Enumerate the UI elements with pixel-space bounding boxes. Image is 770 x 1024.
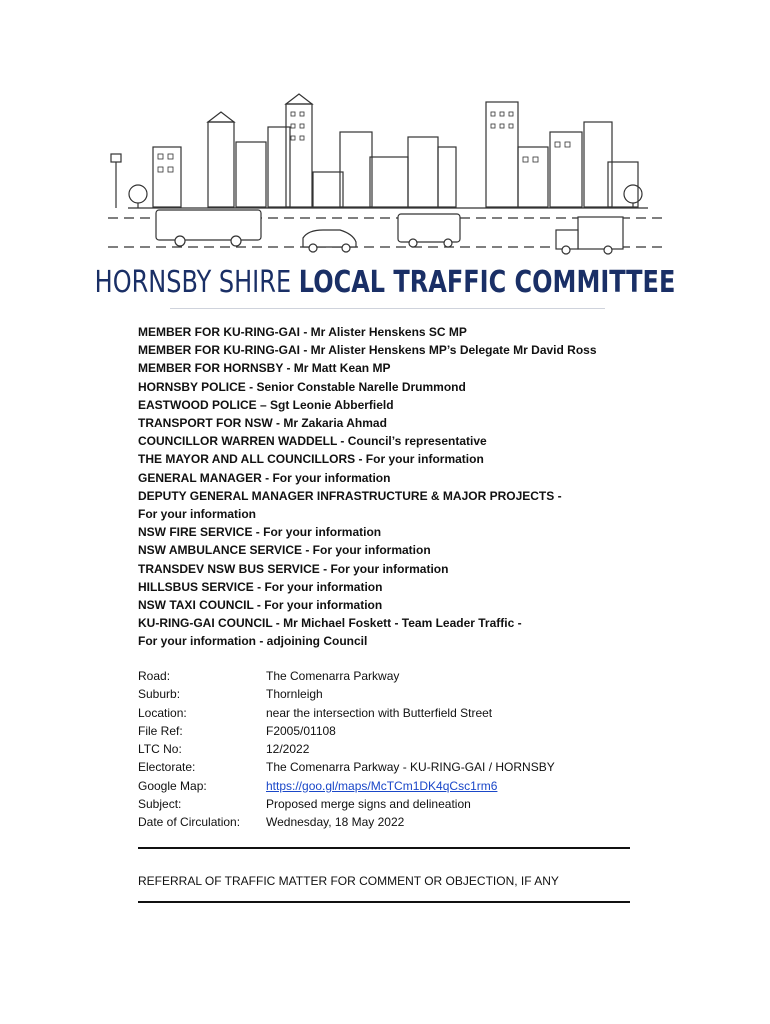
- list-item: HORNSBY POLICE - Senior Constable Narelle Drummond: [138, 379, 466, 394]
- detail-label: Subject:: [138, 797, 182, 812]
- detail-label: Location:: [138, 705, 187, 720]
- list-item: NSW TAXI COUNCIL - For your information: [138, 598, 383, 613]
- list-item: MEMBER FOR KU-RING-GAI - Mr Alister Henskens SC MP: [138, 325, 467, 339]
- detail-value: The Comenarra Parkway - KU-RING-GAI / HORNSBY: [266, 760, 555, 775]
- city-skyline-illustration: [108, 92, 668, 262]
- title-bold: LOCAL TRAFFIC COMMITTEE: [298, 265, 676, 300]
- list-item: For your information: [138, 507, 256, 522]
- detail-label: Date of Circulation:: [138, 815, 241, 830]
- detail-label: LTC No:: [138, 742, 182, 757]
- list-item: TRANSPORT FOR NSW - Mr Zakaria Ahmad: [138, 416, 387, 431]
- detail-value: near the intersection with Butterfield Street: [266, 705, 493, 720]
- list-item: MEMBER FOR KU-RING-GAI - Mr Alister Henskens MP’s Delegate Mr David Ross: [138, 343, 597, 358]
- list-item: EASTWOOD POLICE – Sgt Leonie Abberfield: [138, 397, 394, 412]
- detail-value: 12/2022: [266, 742, 310, 757]
- detail-label: Electorate:: [138, 760, 196, 775]
- detail-label: Road:: [138, 669, 171, 683]
- detail-value: Proposed merge signs and delineation: [266, 797, 471, 812]
- divider-bottom: [138, 901, 630, 903]
- distribution-list: [138, 323, 597, 651]
- detail-value: Thornleigh: [266, 687, 323, 702]
- committee-title: [77, 265, 693, 300]
- list-item: For your information - adjoining Council: [138, 634, 368, 649]
- google-map-link[interactable]: https://goo.gl/maps/McTCm1DK4qCsc1rm6: [266, 778, 498, 793]
- detail-label: File Ref:: [138, 723, 183, 738]
- detail-value: Wednesday, 18 May 2022: [266, 815, 405, 830]
- list-item: KU-RING-GAI COUNCIL - Mr Michael Foskett - Team Leader Traffic -: [138, 616, 522, 631]
- title-light: HORNSBY SHIRE: [94, 265, 292, 300]
- detail-label: Google Map:: [138, 778, 207, 793]
- detail-value: The Comenarra Parkway: [266, 669, 400, 683]
- list-item: DEPUTY GENERAL MANAGER INFRASTRUCTURE & MAJOR PROJECTS -: [138, 488, 562, 503]
- list-item: COUNCILLOR WARREN WADDELL - Council’s representative: [138, 434, 487, 449]
- list-item: NSW FIRE SERVICE - For your information: [138, 525, 382, 540]
- divider-top: [138, 847, 630, 849]
- list-item: HILLSBUS SERVICE - For your information: [138, 579, 383, 594]
- referral-heading: REFERRAL OF TRAFFIC MATTER FOR COMMENT OR OBJECTION, IF ANY: [138, 874, 559, 888]
- list-item: GENERAL MANAGER - For your information: [138, 470, 391, 485]
- list-item: THE MAYOR AND ALL COUNCILLORS - For your information: [138, 452, 484, 467]
- list-item: MEMBER FOR HORNSBY - Mr Matt Kean MP: [138, 361, 391, 376]
- detail-label: Suburb:: [138, 687, 181, 702]
- list-item: TRANSDEV NSW BUS SERVICE - For your information: [138, 561, 449, 576]
- title-divider: [170, 308, 605, 309]
- detail-value: F2005/01108: [266, 723, 336, 738]
- list-item: NSW AMBULANCE SERVICE - For your information: [138, 543, 431, 558]
